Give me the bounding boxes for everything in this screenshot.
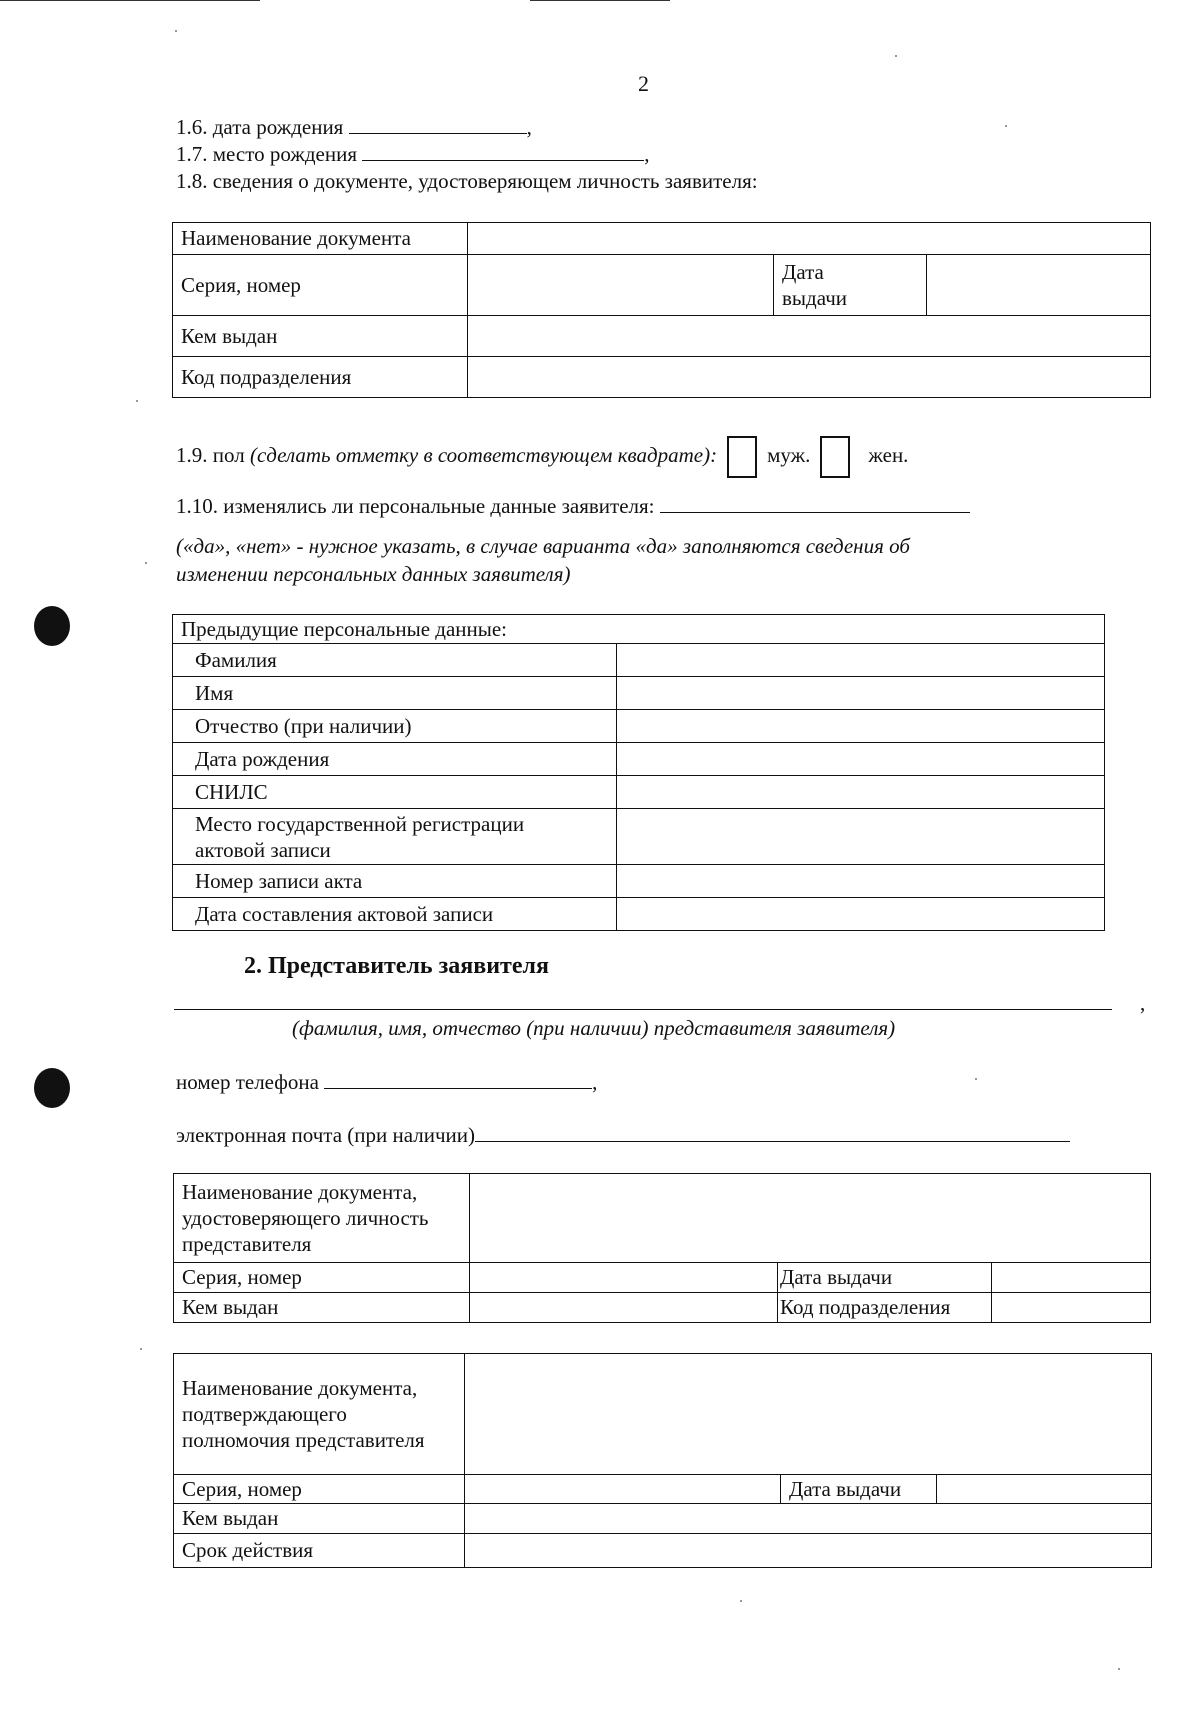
authority-validity-cell[interactable] [465, 1533, 1152, 1567]
prev-row-label: Отчество (при наличии) [173, 710, 617, 743]
id-series-label: Серия, номер [173, 255, 468, 316]
id-doc-name-cell[interactable] [468, 223, 1151, 255]
scan-speck [1005, 125, 1007, 127]
punch-hole [34, 606, 70, 646]
female-checkbox[interactable] [820, 436, 850, 478]
rep-division-code-cell[interactable] [992, 1293, 1151, 1323]
representative-id-table [173, 1173, 1151, 1323]
authority-issued-by-cell[interactable] [465, 1504, 1152, 1533]
rep-doc-name-label: Наименование документа, удостоверяющего личность представителя [174, 1174, 470, 1263]
email-blank[interactable] [475, 1123, 1070, 1142]
female-label: жен. [868, 442, 909, 467]
rep-issue-date-label: Дата выдачи [778, 1263, 992, 1293]
prev-row-label: Имя [173, 677, 617, 710]
prev-row-cell[interactable] [617, 809, 1105, 865]
prev-row-label: СНИЛС [173, 776, 617, 809]
scan-edge-line [0, 0, 260, 1]
scan-speck [140, 1348, 142, 1350]
birth-date-line [176, 114, 532, 140]
punch-hole [34, 1068, 70, 1108]
authority-issue-date-cell[interactable] [937, 1475, 1152, 1504]
rep-issue-date-cell[interactable] [992, 1263, 1151, 1293]
scan-speck [145, 562, 147, 564]
changed-note-line2: изменении персональных данных заявителя) [176, 562, 571, 586]
id-issue-date-label [774, 255, 927, 316]
previous-data-table [172, 614, 1105, 931]
scan-speck [136, 400, 138, 402]
authority-series-cell[interactable] [465, 1475, 781, 1504]
changed-label: 1.10. изменялись ли персональные данные заявителя: [176, 494, 655, 518]
prev-row-cell[interactable] [617, 677, 1105, 710]
rep-doc-name-cell[interactable] [470, 1174, 1151, 1263]
phone-label: номер телефона [176, 1070, 319, 1094]
id-doc-table [172, 222, 1151, 398]
prev-row-label: Номер записи акта [173, 865, 617, 898]
birth-place-blank[interactable] [362, 142, 644, 161]
authority-issue-date-label: Дата выдачи [781, 1475, 937, 1504]
birth-date-comma: , [526, 115, 532, 139]
representative-name-comma: , [1140, 991, 1146, 1015]
scan-edge-line [530, 0, 670, 1]
rep-issued-by-cell[interactable] [470, 1293, 778, 1323]
authority-doc-name-cell[interactable] [465, 1354, 1152, 1475]
authority-series-label: Серия, номер [174, 1475, 465, 1504]
email-line [176, 1122, 1070, 1148]
authority-validity-label: Срок действия [174, 1533, 465, 1567]
id-series-cell[interactable] [468, 255, 774, 316]
previous-data-header: Предыдущие персональные данные: [173, 615, 1105, 644]
birth-date-blank[interactable] [349, 115, 527, 134]
rep-series-cell[interactable] [470, 1263, 778, 1293]
scan-speck [175, 30, 177, 32]
scan-speck [1118, 1668, 1120, 1670]
birth-place-line [176, 141, 649, 167]
id-issued-by-label: Кем выдан [173, 316, 468, 357]
rep-series-label: Серия, номер [174, 1263, 470, 1293]
id-issued-by-cell[interactable] [468, 316, 1151, 357]
authority-doc-name-label: Наименование документа, подтверждающего полномочия представителя [174, 1354, 465, 1475]
id-issue-date-label-line1: Дата [782, 259, 824, 284]
birth-place-label: 1.7. место рождения [176, 142, 357, 166]
page-number: 2 [638, 71, 649, 96]
prev-row-label: Место государственной регистрации актовой записи [173, 809, 617, 865]
gender-line [176, 436, 908, 478]
authority-doc-table [173, 1353, 1152, 1568]
scan-speck [895, 55, 897, 57]
male-label: муж. [767, 442, 811, 467]
changed-note-line1: («да», «нет» - нужное указать, в случае варианта «да» заполняются сведения об [176, 534, 910, 558]
male-checkbox[interactable] [727, 436, 757, 478]
representative-name-caption: (фамилия, имя, отчество (при наличии) представителя заявителя) [292, 1016, 896, 1040]
phone-blank[interactable] [324, 1070, 592, 1089]
id-division-code-label: Код подразделения [173, 357, 468, 398]
scan-speck [975, 1078, 977, 1080]
prev-row-cell[interactable] [617, 776, 1105, 809]
prev-row-cell[interactable] [617, 644, 1105, 677]
scan-speck [740, 1600, 742, 1602]
birth-place-comma: , [644, 142, 650, 166]
rep-division-code-label: Код подразделения [778, 1293, 992, 1323]
prev-row-cell[interactable] [617, 743, 1105, 776]
email-label: электронная почта (при наличии) [176, 1123, 475, 1147]
prev-row-cell[interactable] [617, 865, 1105, 898]
phone-line [176, 1069, 597, 1095]
id-issue-date-label-line2: выдачи [782, 286, 847, 310]
prev-row-label: Дата рождения [173, 743, 617, 776]
rep-issued-by-label: Кем выдан [174, 1293, 470, 1323]
changed-blank[interactable] [660, 494, 970, 513]
gender-prefix: 1.9. пол [176, 442, 245, 467]
section-2-title: 2. Представитель заявителя [244, 953, 549, 979]
id-doc-name-label: Наименование документа [173, 223, 468, 255]
prev-row-cell[interactable] [617, 898, 1105, 931]
id-division-code-cell[interactable] [468, 357, 1151, 398]
representative-name-blank[interactable] [174, 991, 1112, 1010]
prev-row-label: Дата составления актовой записи [173, 898, 617, 931]
id-doc-header: 1.8. сведения о документе, удостоверяющем личность заявителя: [176, 169, 758, 193]
authority-issued-by-label: Кем выдан [174, 1504, 465, 1533]
id-issue-date-cell[interactable] [927, 255, 1151, 316]
gender-hint: (сделать отметку в соответствующем квадрате): [249, 442, 718, 467]
prev-row-cell[interactable] [617, 710, 1105, 743]
changed-line [176, 493, 970, 519]
birth-date-label: 1.6. дата рождения [176, 115, 344, 139]
prev-row-label: Фамилия [173, 644, 617, 677]
phone-comma: , [592, 1070, 598, 1094]
